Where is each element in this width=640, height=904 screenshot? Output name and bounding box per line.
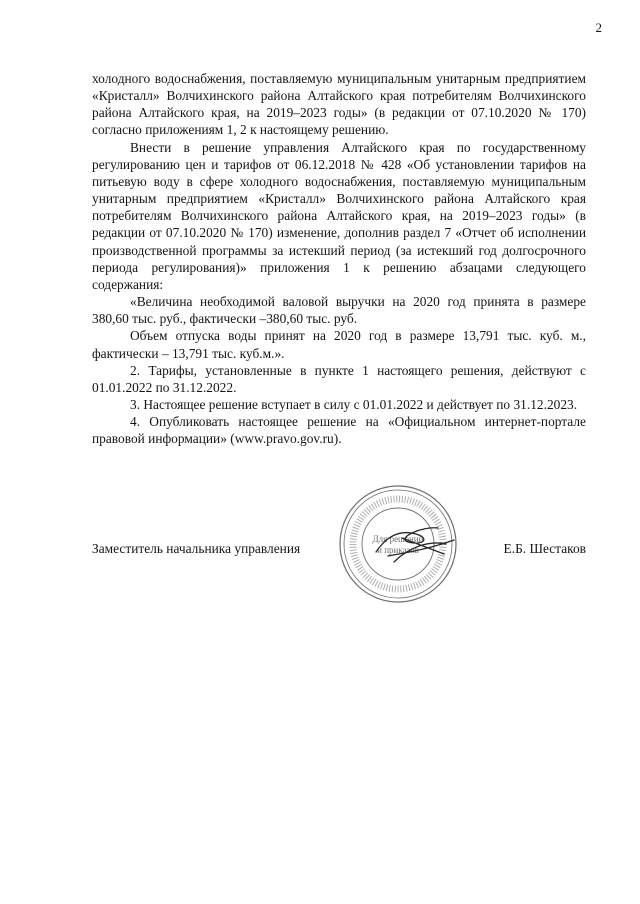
stamp-inner-line-2: и приказов [377, 545, 419, 555]
stamp-inner-ring [362, 508, 434, 580]
stamp-inner-line-1: Для решений [372, 534, 424, 544]
stamp-outer-ring [340, 486, 456, 602]
page-number: 2 [595, 20, 602, 35]
paragraph-amendment: Внести в решение управления Алтайского края по государственному регулированию цен и тарифов от 06.12.2018 № 428 «Об установлении тарифов на питьевую воду в сфере холодного водоснабжения, поставляемую муниципальным унитарным предприятием «Кристалл» Волчихинского района Алтайского края потребителям Волчихинского района Алтайского края, на 2019–2023 годы» (в редакции от 07.10.2020 № 170) изменение, дополнив раздел 7 «Отчет об исполнении производственной программы за истекший период (за истекший год долгосрочного периода регулирования)» приложения 1 к решению абзацами следующего содержания: [92, 139, 586, 292]
paragraph-water-volume: Объем отпуска воды принят на 2020 год в размере 13,791 тыс. куб. м., фактически – 13,791 тыс. куб.м.». [92, 328, 586, 361]
official-stamp [336, 482, 460, 606]
paragraph-item-4-publication: 4. Опубликовать настоящее решение на «Официальном интернет-портале правовой информации» (www.pravo.gov.ru). [92, 414, 586, 447]
paragraph-intro-continuation: холодного водоснабжения, поставляемую муниципальным унитарным предприятием «Кристалл» Волчихинского района Алтайского края потребителям Волчихинского района Алтайского края, на 2019–2023 годы» (в редакции от 07.10.2020 № 170) согласно приложениям 1, 2 к настоящему решению. [92, 71, 586, 138]
signatory-title: Заместитель начальника управления [92, 541, 301, 556]
document-body [92, 70, 586, 447]
signatory-name: Е.Б. Шестаков [503, 541, 586, 556]
paragraph-revenue: «Величина необходимой валовой выручки на 2020 год принята в размере 380,60 тыс. руб., фактически –380,60 тыс. руб. [92, 294, 586, 327]
paragraph-item-3-effective-date: 3. Настоящее решение вступает в силу с 01.01.2022 и действует по 31.12.2023. [130, 396, 578, 412]
paragraph-item-2-tariffs: 2. Тарифы, установленные в пункте 1 настоящего решения, действуют с 01.01.2022 по 31.12.2022. [92, 362, 586, 395]
